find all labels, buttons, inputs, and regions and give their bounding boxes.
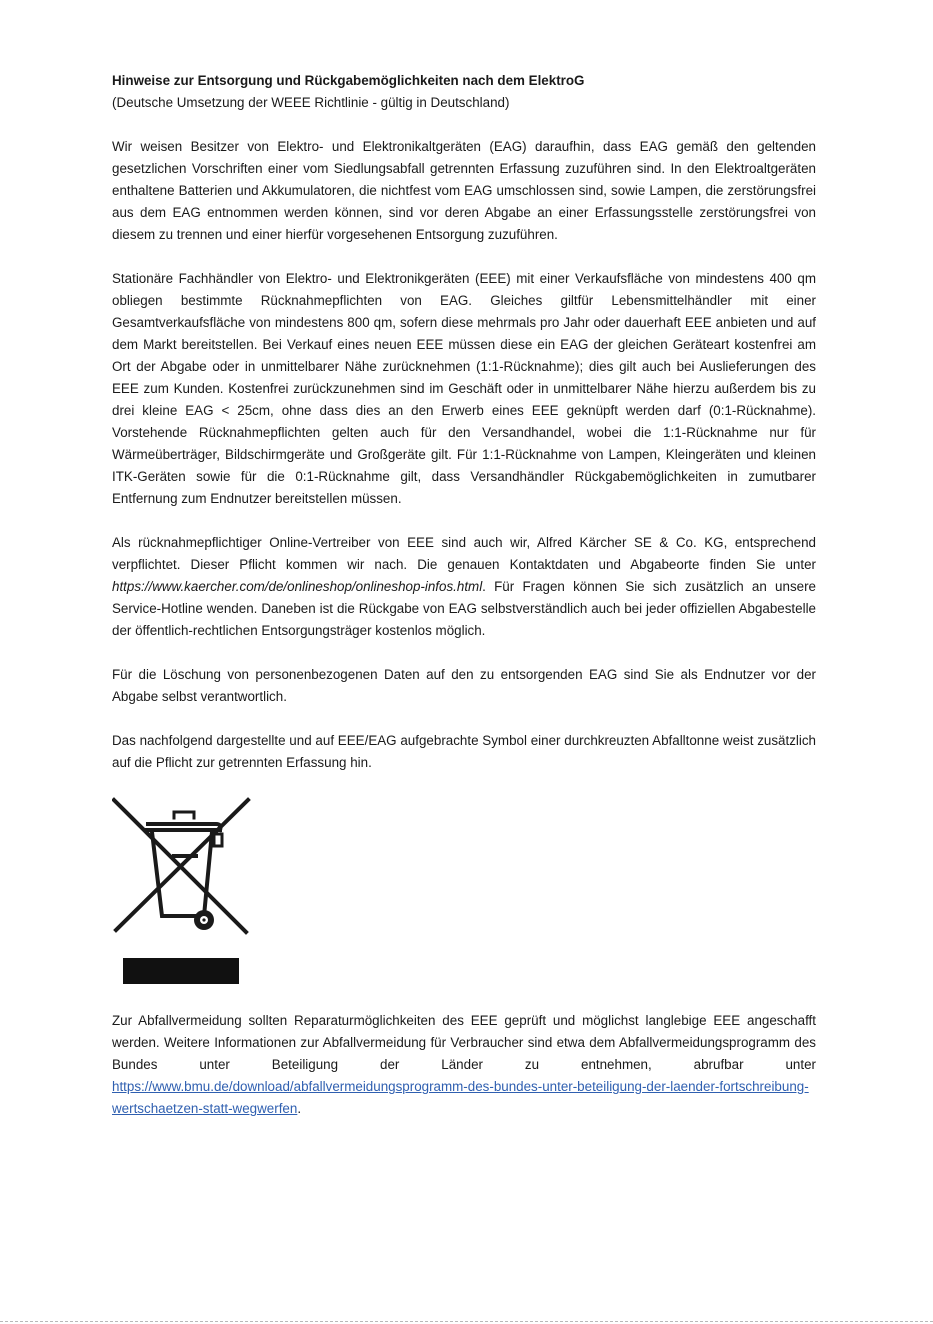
document-title: Hinweise zur Entsorgung und Rückgabemöglichkeiten nach dem ElektroG — [112, 73, 585, 88]
paragraph-waste-prevention — [112, 1010, 816, 1120]
paragraph-waste-prevention-text-1: Zur Abfallvermeidung sollten Reparaturmöglichkeiten des EEE geprüft und möglichst langlebige EEE angeschafft werden. Weitere Informationen zur Abfallvermeidung für Verbraucher sind etwa dem Abfallvermeidungsprogramm des Bundes unter Beteiligung der Länder zu entnehmen, abrufbar unter — [112, 1013, 816, 1072]
paragraph-eag-separation: Wir weisen Besitzer von Elektro- und Elektronikaltgeräten (EAG) daraufhin, dass EAG gemäß den geltenden gesetzlichen Vorschriften einer vom Siedlungsabfall getrennten Erfassung zuzuführen sind. In den Elektroaltgeräten enthaltene Batterien und Akkumulatoren, die nichtfest vom EAG umschlossen sind, sowie Lampen, die zerstörungsfrei aus dem EAG entnommen werden können, sind vor deren Abgabe an einer Erfassungsstelle zerstörungsfrei von diesem zu trennen und einer hierfür vorgesehenen Entsorgung zuzuführen. — [112, 139, 816, 242]
paragraph-bin-symbol: Das nachfolgend dargestellte und auf EEE/EAG aufgebrachte Symbol einer durchkreuzten Abfalltonne weist zusätzlich auf die Pflicht zur getrennten Erfassung hin. — [112, 733, 816, 770]
bmu-download-link[interactable]: https://www.bmu.de/download/abfallvermeidungsprogramm-des-bundes-unter-beteiligung-der-laender-fortschreibung-wertschaetzen-statt-wegwerfen — [112, 1079, 809, 1116]
paragraph-online-retailer — [112, 532, 816, 642]
crossed-out-wheelie-bin-icon — [112, 796, 252, 936]
paragraph-data-deletion: Für die Löschung von personenbezogenen Daten auf den zu entsorgenden EAG sind Sie als Endnutzer vor der Abgabe selbst verantwortlich. — [112, 667, 816, 704]
symbol-underline-bar — [123, 958, 239, 984]
paragraph-online-retailer-text-2: . Für Fragen können Sie sich zusätzlich an unsere Service-Hotline wenden. Daneben ist die Rückgabe von EAG selbstverständlich auch bei jeder offiziellen Abgabestelle der öffentlich-rechtlichen Entsorgungsträger kostenlos möglich. — [112, 579, 816, 638]
paragraph-return-obligations: Stationäre Fachhändler von Elektro- und Elektronikgeräten (EEE) mit einer Verkaufsfläche von mindestens 400 qm obliegen bestimmte Rücknahmepflichten von EAG. Gleiches giltfür Lebensmittelhändler mit einer Gesamtverkaufsfläche von mindestens 800 qm, sofern diese mehrmals pro Jahr oder dauerhaft EEE anbieten und auf dem Markt bereitstellen. Bei Verkauf eines neuen EEE müssen diese ein EAG der gleichen Geräteart kostenfrei am Ort der Abgabe oder in unmittelbarer Nähe zurücknehmen (1:1-Rücknahme); dies gilt auch bei Auslieferungen des EEE zum Kunden. Kostenfrei zurückzunehmen sind im Geschäft oder in unmittelbarer Nähe hierzu außerdem bis zu drei kleine EAG < 25cm, ohne dass dies an den Erwerb eines EEE geknüpft werden darf (0:1-Rücknahme). Vorstehende Rücknahmepflichten gelten auch für den Versandhandel, wobei die 1:1-Rücknahme nur für Wärmeüberträger, Bildschirmgeräte und Großgeräte gilt. Für 1:1-Rücknahme von Lampen, Kleingeräten und kleinen ITK-Geräten sowie für die 0:1-Rücknahme gilt, dass Versandhändler Rückgabemöglichkeiten in zumutbarer Entfernung zum Endnutzer bereitstellen müssen. — [112, 271, 816, 506]
page-bottom-rule — [0, 1321, 933, 1322]
document-page — [112, 70, 816, 1142]
paragraph-online-retailer-text-1: Als rücknahmepflichtiger Online-Vertreiber von EEE sind auch wir, Alfred Kärcher SE & Co. KG, entsprechend verpflichtet. Dieser Pflicht kommen wir nach. Die genauen Kontaktdaten und Abgabeorte finden Sie unter — [112, 535, 816, 572]
document-subtitle: (Deutsche Umsetzung der WEEE Richtlinie - gültig in Deutschland) — [112, 95, 510, 110]
paragraph-waste-prevention-text-2: . — [297, 1101, 302, 1116]
kaercher-onlineshop-url: https://www.kaercher.com/de/onlineshop/onlineshop-infos.html — [112, 579, 483, 594]
